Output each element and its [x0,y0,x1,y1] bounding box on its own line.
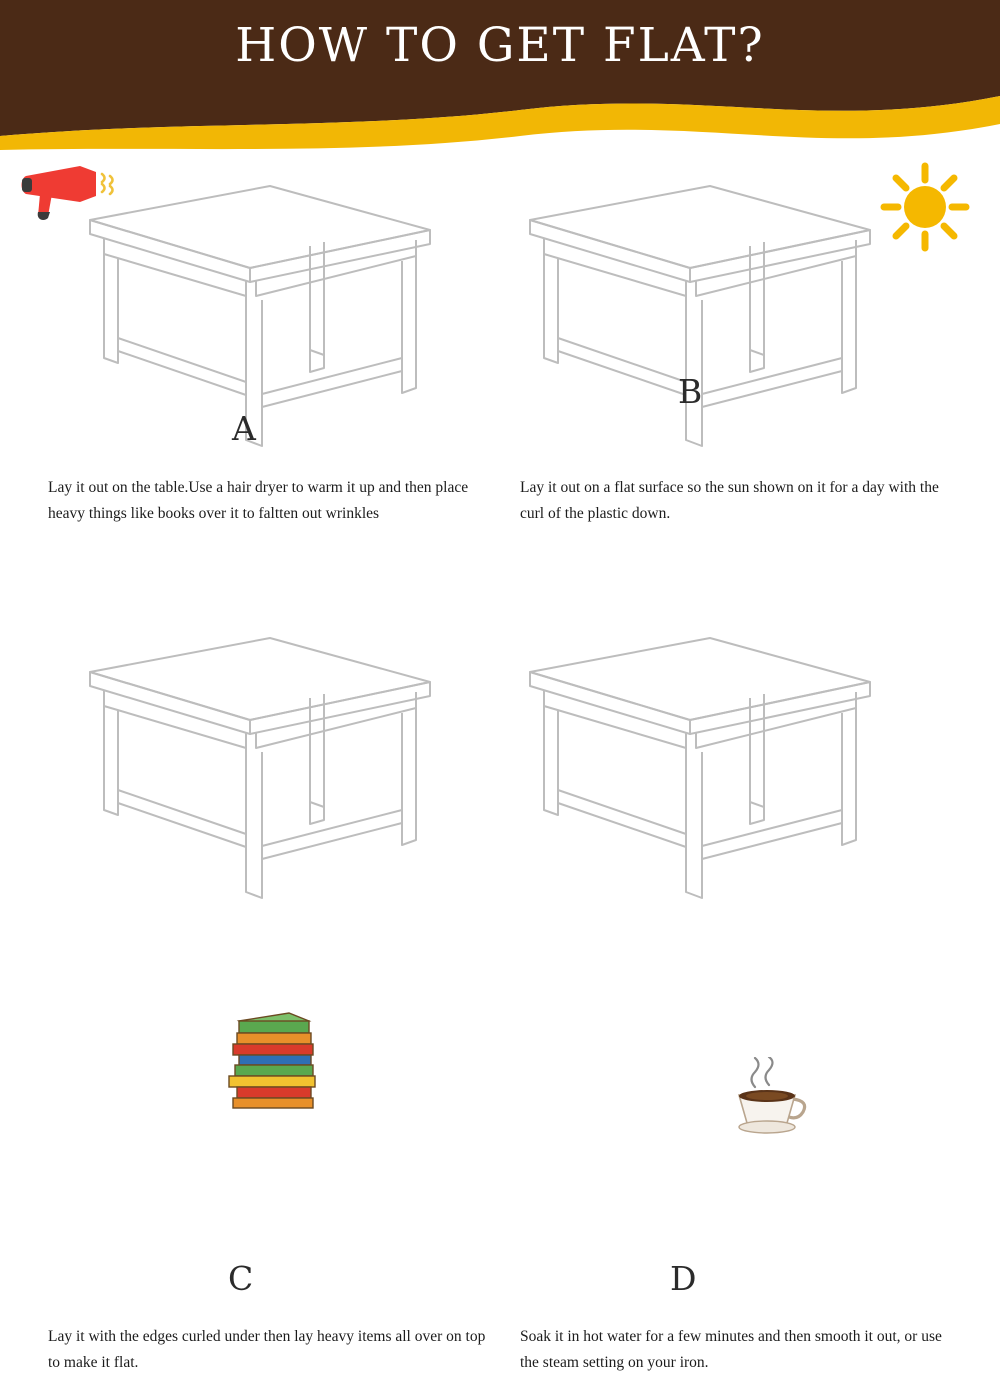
hairdryer-icon [18,160,128,230]
table-illustration [10,602,490,922]
panel-caption-c: Lay it with the edges curled under then lay heavy items all over on top to make it flat. [48,1328,486,1372]
table-illustration [500,602,980,922]
panel-letter-a: A [232,409,256,448]
sun-icon [870,152,980,262]
step-panel-b [500,150,980,560]
coffee-cup-icon [715,1057,825,1147]
page-title: HOW TO GET FLAT? [235,18,765,73]
step-panel-c [10,562,490,1372]
panel-caption-a: Lay it out on the table.Use a hair dryer to warm it up and then place heavy things like books over it to faltten out wrinkles [48,479,469,523]
panel-caption-d: Soak it in hot water for a few minutes and then smooth it out, or use the steam setting on your iron. [520,1328,942,1372]
books-icon [215,1007,335,1117]
header-banner [0,0,1000,150]
panel-caption-b: Lay it out on a flat surface so the sun shown on it for a day with the curl of the plastic down. [520,479,939,523]
step-panel-a [10,150,490,560]
panel-letter-b: B [678,372,703,411]
panel-letter-d: D [670,1259,697,1298]
panel-letter-c: C [228,1259,254,1298]
step-panel-d [500,562,980,1372]
steps-grid [0,150,1000,1372]
